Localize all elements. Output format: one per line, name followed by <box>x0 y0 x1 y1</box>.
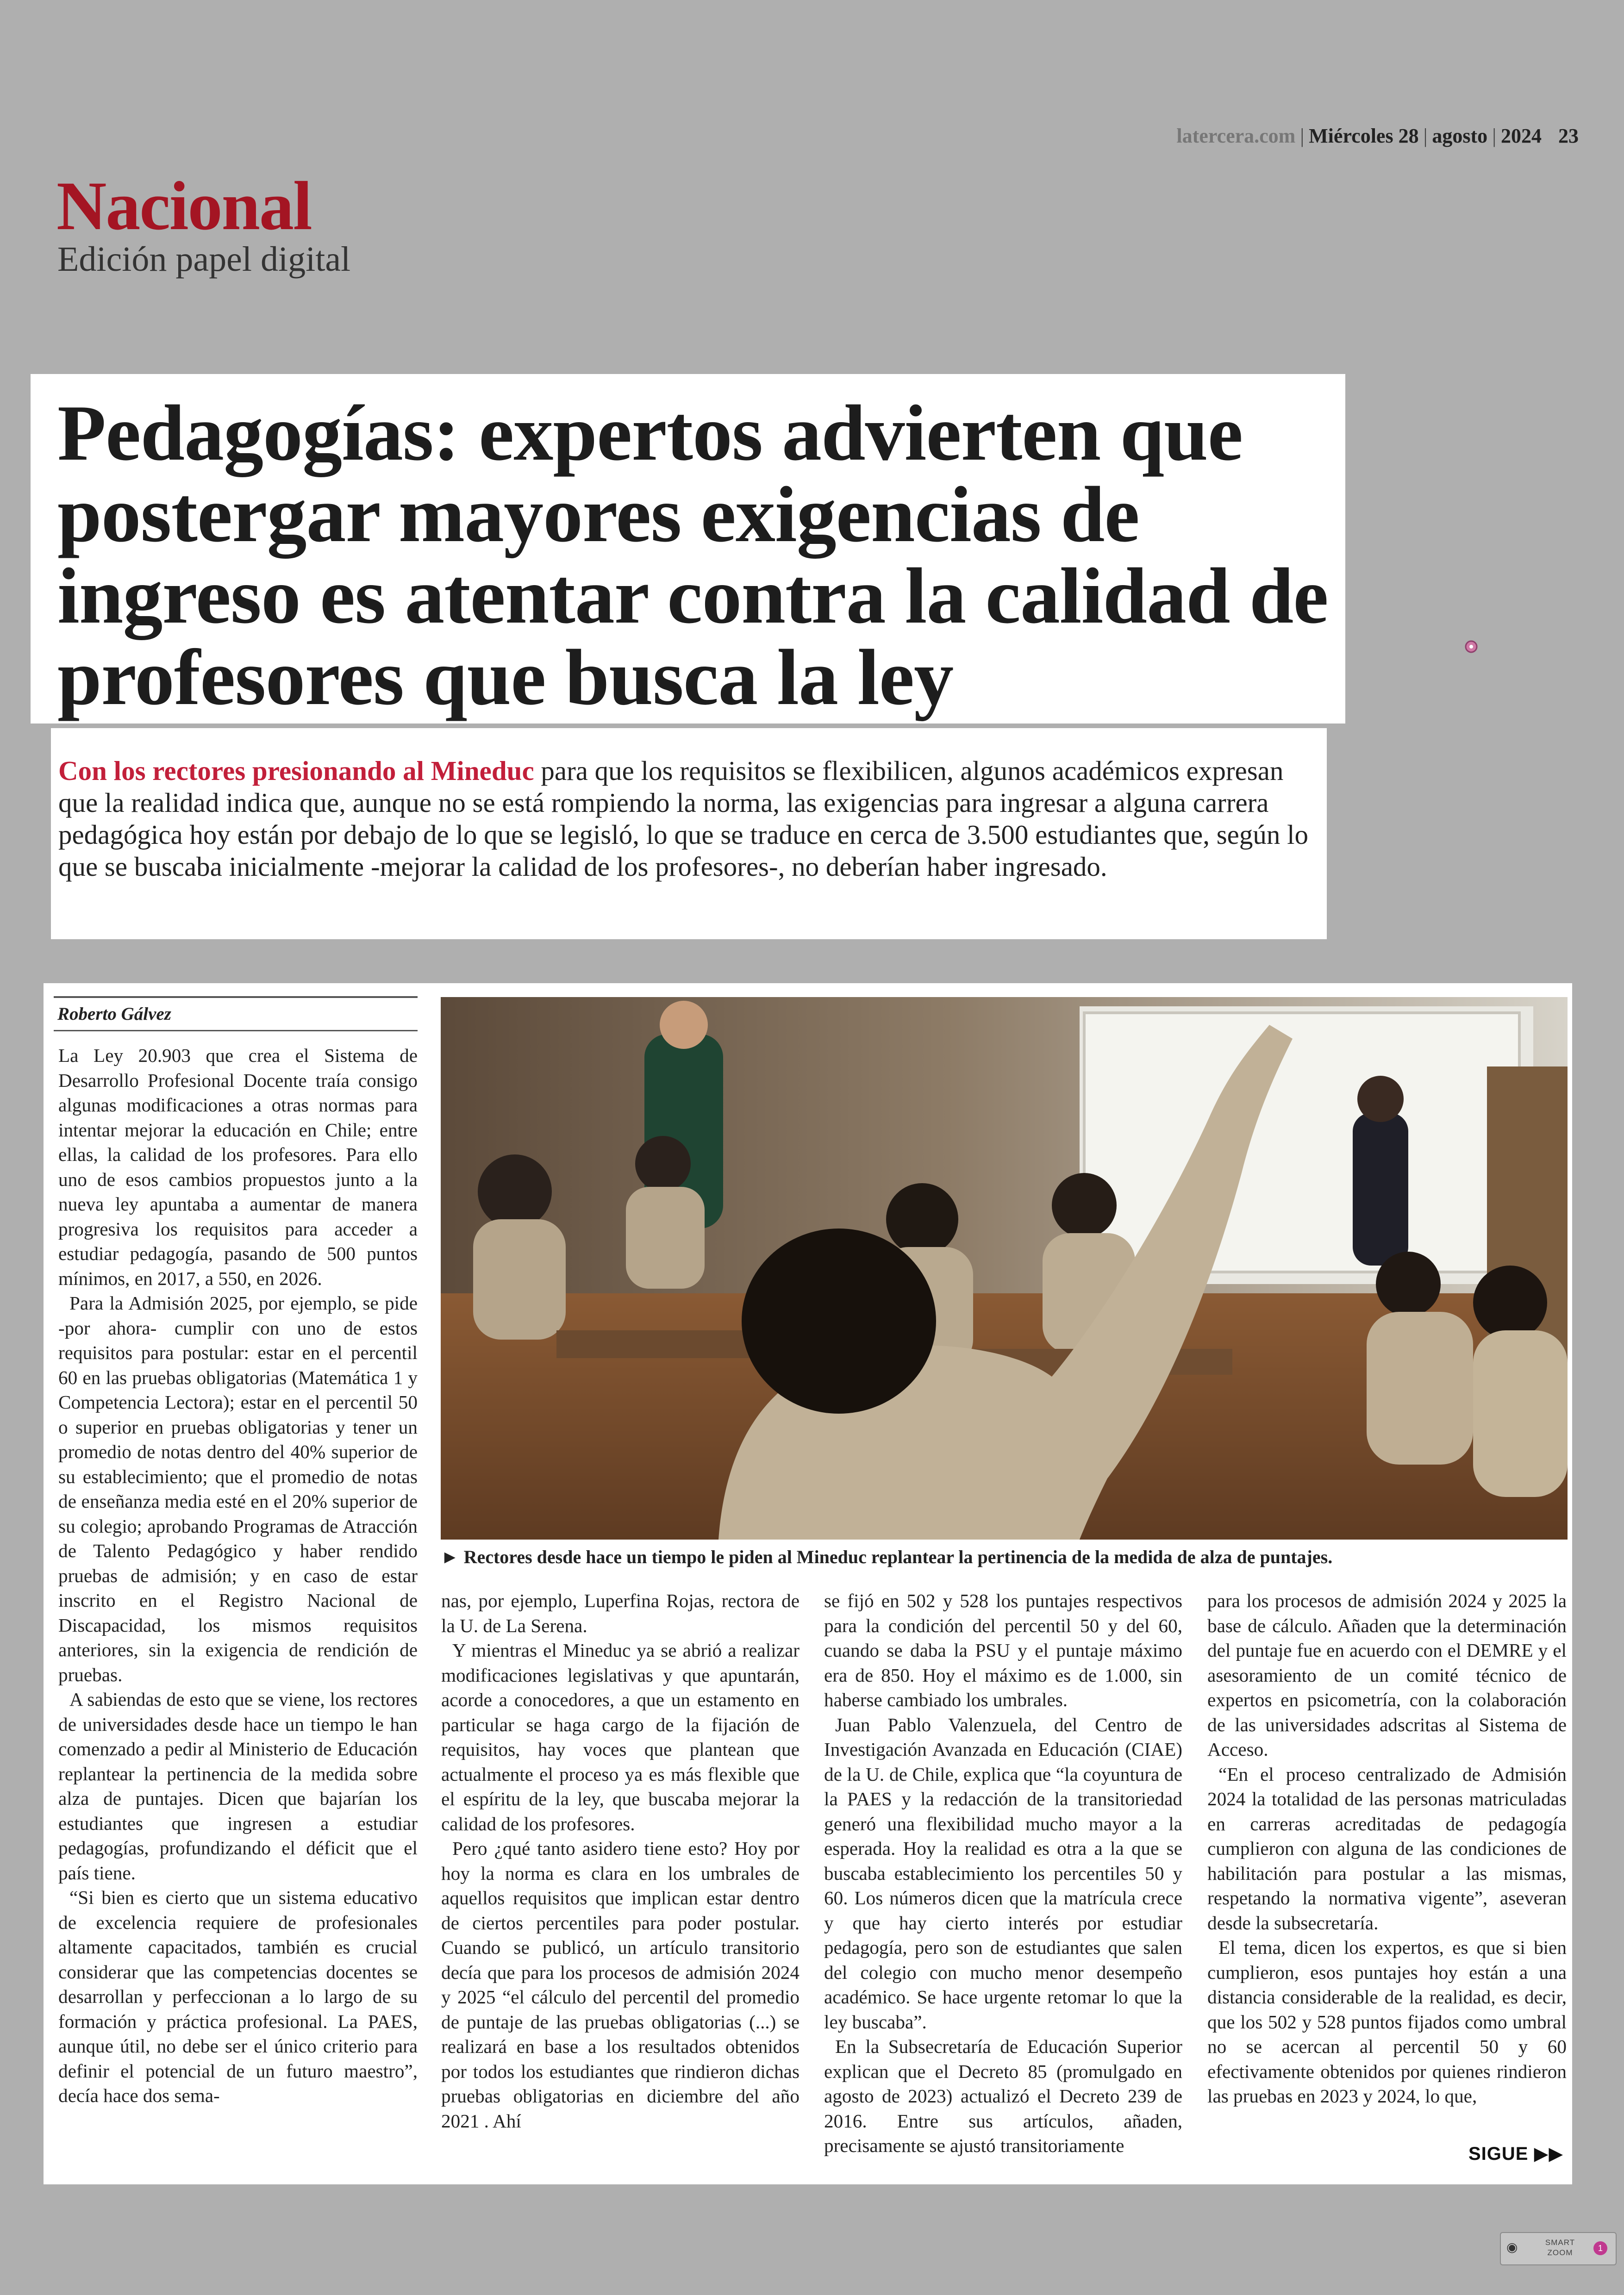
folio-day: Miércoles 28 <box>1309 125 1419 147</box>
byline: Roberto Gálvez <box>57 1004 171 1024</box>
folio-month: agosto <box>1432 125 1488 147</box>
col4-paragraph-3: El tema, dicen los expertos, es que si bien cumplieron, esos puntajes hoy están a una distancia considerable de la realidad, es decir, que los 502 y 528 puntos fijados como umbral no se acercan al percentil 50 y 60 efectivamente obtenidos por quienes rindieron las pruebas en 2023 y 2024, lo que, <box>1207 1937 1567 2107</box>
headline-panel <box>31 374 1345 723</box>
col2-paragraph-1: nas, por ejemplo, Luperfina Rojas, rectora de la U. de La Serena. <box>441 1590 800 1636</box>
site-name[interactable]: latercera.com <box>1176 125 1296 147</box>
col1-paragraph-1: La Ley 20.903 que crea el Sistema de Desarrollo Profesional Docente traía consigo algunas modificaciones a otras normas para intentar mejorar la educación en Chile; entre ellas, la calidad de los profesores. Para ello uno de esos cambios propuestos junto a la nueva ley apuntaba a aumentar de manera progresiva los requisitos para acceder a estudiar pedagogía, pasando de 500 puntos mínimos, en 2017, a 550, en 2026. <box>58 1045 418 1289</box>
eye-icon: ◉ <box>1506 2240 1518 2254</box>
page-number: 23 <box>1558 125 1579 147</box>
smart-zoom-button[interactable] <box>1500 2232 1617 2265</box>
col2-paragraph-3: Pero ¿qué tanto asidero tiene esto? Hoy por hoy la norma es clara en los umbrales de aquellos requisitos que implican estar dentro de ciertos percentiles para poder postular. Cuando se publicó, un artículo transitorio decía que para los procesos de admisión 2024 y 2025 “el cálculo del percentil del promedio de puntaje de las pruebas obligatorias (...) se realizará en base a los resultados obtenidos por todos los estudiantes que rindieron dichas pruebas obligatorias en diciembre del año 2021 . Ahí <box>441 1838 800 2132</box>
col3-paragraph-3: En la Subsecretaría de Educación Superior explican que el Decreto 85 (promulgado en agosto de 2023) actualizó el Decreto 239 de 2016. Entre sus artículos, añaden, precisamente se ajustó transitoriamente <box>824 2036 1182 2156</box>
deck-panel <box>51 728 1327 939</box>
classroom-photo-icon <box>441 997 1568 1540</box>
smart-zoom-label: SMART ZOOM <box>1545 2238 1575 2257</box>
col1-paragraph-3: A sabiendas de esto que se viene, los rectores de universidades desde hace un tiempo le han comenzado a pedir al Ministerio de Educación replantear la pertinencia de la medida sobre alza de puntajes. Dicen que bajarían los estudiantes que ingresen a estudiar pedagogías, profundizando el déficit que el país tiene. <box>58 1689 418 1883</box>
deck-lead: Con los rectores presionando al Mineduc <box>58 755 534 786</box>
col3-paragraph-1: se fijó en 502 y 528 los puntajes respectivos para la condición del percentil 50 y del 60, cuando se daba la PSU y el puntaje máximo era de 850. Hoy el máximo es de 1.000, sin haberse cambiado los umbrales. <box>824 1590 1182 1710</box>
article-deck <box>58 755 1318 883</box>
folio-year: 2024 <box>1501 125 1542 147</box>
article-column-2 <box>441 1589 800 2133</box>
col4-paragraph-2: “En el proceso centralizado de Admisión 2024 la totalidad de las personas matriculadas en carreras acreditadas de pedagogía cumplieron con alguna de las condiciones de habilitación para postular a las mismas, respetando la normativa vigente”, aseveran desde la subsecretaría. <box>1207 1763 1567 1933</box>
continue-link[interactable]: SIGUE ▶▶ <box>1468 2144 1564 2164</box>
article-column-3 <box>824 1589 1182 2158</box>
article-column-4 <box>1207 1589 1567 2109</box>
section-subtitle: Edición papel digital <box>57 240 351 279</box>
photo-caption: ► Rectores desde hace un tiempo le piden al Mineduc replantear la pertinencia de la medida de alza de puntajes. <box>441 1547 1333 1567</box>
section-title: Nacional <box>56 168 312 244</box>
article-headline: Pedagogías: expertos advierten que postergar mayores exigencias de ingreso es atentar contra la calidad de profesores que busca la ley <box>57 389 1328 722</box>
col1-paragraph-2: Para la Admisión 2025, por ejemplo, se pide -por ahora- cumplir con uno de estos requisitos para postular: estar en el percentil 60 en las pruebas obligatorias (Matemática 1 y Competencia Lectora); estar en el percentil 50 o superior en pruebas obligatorias y tener un promedio de notas dentro del 40% superior de su establecimiento; que el promedio de notas de enseñanza media esté en el 20% superior de su colegio; aprobando Programas de Atracción de Talento Pedagógico y haber rendido pruebas de admisión; y en caso de estar inscrito en el Registro Nacional de Discapacidad, los mismos requisitos anteriores, sin la exigencia de rendición de pruebas. <box>58 1292 418 1685</box>
byline-rule-top <box>54 996 418 998</box>
cursor-dot-icon <box>1464 640 1478 654</box>
col3-paragraph-2: Juan Pablo Valenzuela, del Centro de Investigación Avanzada en Educación (CIAE) de la U. de Chile, explica que “la coyuntura de la PAES y la redacción de la transitoriedad generó una flexibilidad mucho mayor a la esperada. Hoy la realidad es otra a la que se buscaba establecimiento los percentiles 50 y 60. Los números dicen que la matrícula crece y que hay cierto interés por estudiar pedagogía, pero son de estudiantes que salen del colegio con mucho menor desempeño académico. Se hace urgente retomar lo que la ley buscaba”. <box>824 1714 1182 2033</box>
col4-paragraph-1: para los procesos de admisión 2024 y 2025 la base de cálculo. Añaden que la determinación del puntaje fue en acuerdo con el DEMRE y el asesoramiento de un comité técnico de expertos en psicometría, con la colaboración de las universidades adscritas al Sistema de Acceso. <box>1207 1590 1567 1760</box>
col2-paragraph-2: Y mientras el Mineduc ya se abrió a realizar modificaciones legislativas y que apuntarán, acorde a conocedores, a que un estamento en particular se haga cargo de la fijación de requisitos, hay voces que plantean que actualmente el proceso ya es más flexible que el espíritu de la ley, que buscaba mejorar la calidad de los profesores. <box>441 1640 800 1834</box>
byline-rule-bottom <box>54 1030 418 1031</box>
col1-paragraph-4: “Si bien es cierto que un sistema educativo de excelencia requiere de profesionales altamente capacitados, también es crucial considerar que las competencias docentes se desarrollan y perfeccionan a lo largo de su formación y práctica profesional. La PAES, aunque útil, no debe ser el único criterio para definir el potencial de un futuro maestro”, decía hace dos sema- <box>58 1887 418 2106</box>
article-column-1 <box>58 1043 418 2108</box>
smart-zoom-badge: 1 <box>1593 2241 1607 2255</box>
classroom-photo[interactable] <box>441 997 1568 1540</box>
deck-text: para que los requisitos se flexibilicen, algunos académicos expresan que la realidad indica que, aunque no se está rompiendo la norma, las exigencias para ingresar a alguna carrera pedagógica hoy están por debajo de lo que se legisló, lo que se traduce en cerca de 3.500 estudiantes que, según lo que se buscaba inicialmente -mejorar la calidad de los profesores-, no deberían haber ingresado. <box>58 755 1308 882</box>
folio-line: latercera.com | Miércoles 28 | agosto | 2024 23 <box>1176 125 1579 147</box>
